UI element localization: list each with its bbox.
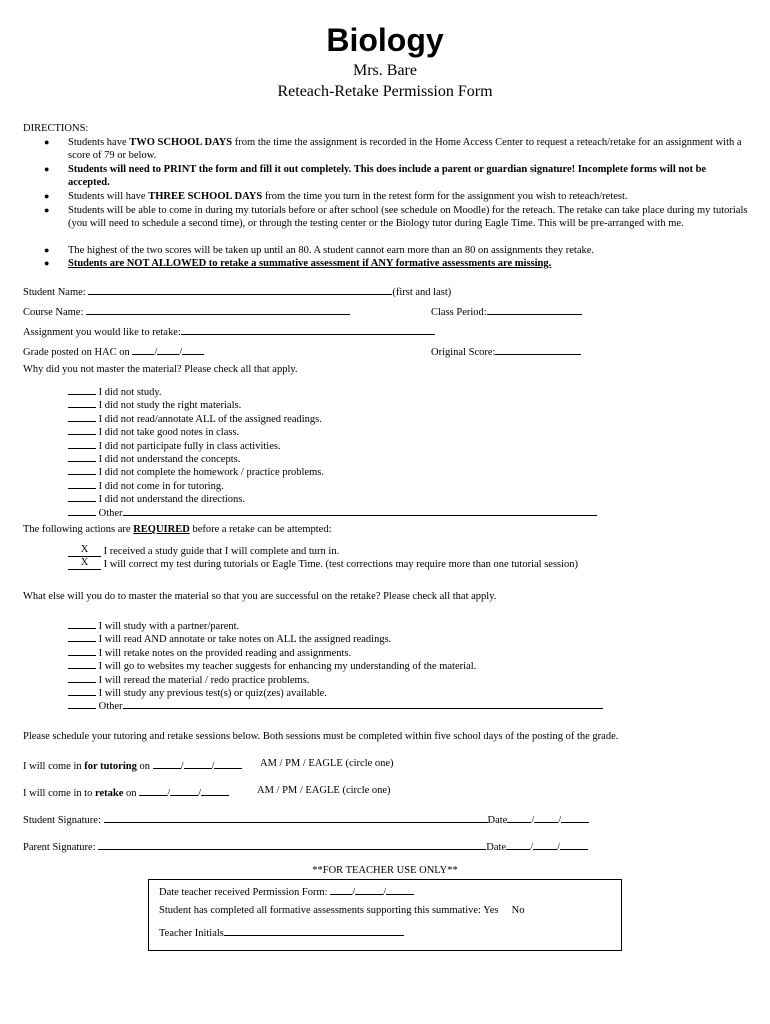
retake-time-choice[interactable]: AM / PM / EAGLE (circle one) [257, 785, 391, 796]
student-signature-field[interactable]: Student Signature: Date / / [23, 812, 589, 826]
check-blank[interactable] [68, 384, 96, 395]
direction-item-4: Students will be able to come in during my tutorials before or after school (see schedule on Moodle) for the reteach. The retake can take place during my tutorials (you will need to schedule a second time), or through the testing center or the Biology tutor during Eagle Time. This will be pre-arranged with me. [68, 205, 748, 230]
check-blank[interactable] [68, 645, 96, 656]
checklist-option[interactable] [68, 698, 603, 712]
check-blank[interactable] [68, 672, 96, 683]
course-name-field[interactable]: Course Name: [23, 304, 350, 318]
bullet-icon: ● [44, 191, 50, 201]
check-blank[interactable] [68, 397, 96, 408]
checklist-option[interactable] [68, 618, 239, 632]
option-label: I will reread the material / redo practice problems. [98, 674, 310, 686]
bullet-icon: ● [44, 137, 50, 147]
teacher-name: Mrs. Bare [353, 62, 417, 79]
parent-signature-field[interactable]: Parent Signature: Date / / [23, 839, 588, 853]
checklist-option[interactable] [68, 397, 241, 411]
bullet-icon: ● [44, 245, 50, 255]
checklist-option[interactable] [68, 478, 224, 492]
option-label: I did not complete the homework / practice problems. [98, 467, 325, 479]
required-item[interactable]: X I received a study guide that I will complete and turn in. [68, 544, 339, 557]
checklist-option[interactable] [68, 411, 322, 425]
checklist-option[interactable] [68, 451, 240, 465]
grade-posted-field[interactable]: Grade posted on HAC on / / [23, 344, 204, 358]
checklist-option[interactable] [68, 631, 391, 645]
option-label: I did not come in for tutoring. [98, 480, 224, 492]
other-input[interactable] [123, 505, 597, 516]
checklist-option[interactable] [68, 424, 239, 438]
why-question: Why did you not master the material? Please check all that apply. [23, 364, 298, 375]
retake-date-field[interactable]: I will come in to retake on / / [23, 785, 229, 799]
checklist-option[interactable] [68, 464, 324, 478]
schedule-instructions: Please schedule your tutoring and retake sessions below. Both sessions must be completed within five school days of the posting of the grade. [23, 731, 619, 742]
option-label: I did not study the right materials. [98, 400, 242, 412]
no-option[interactable]: No [511, 905, 525, 916]
option-label: I did not participate fully in class activities. [98, 440, 281, 452]
tutoring-time-choice[interactable]: AM / PM / EAGLE (circle one) [260, 758, 394, 769]
original-score-field[interactable]: Original Score: [431, 344, 581, 358]
direction-item-2: Students will need to PRINT the form and fill it out completely. This does include a parent or guardian signature! Incomplete forms will not be accepted. [68, 164, 707, 189]
option-label: I will read AND annotate or take notes on ALL the assigned readings. [98, 634, 392, 646]
option-label: Other [98, 507, 123, 519]
required-item[interactable]: X I will correct my test during tutorials or Eagle Time. (test corrections may require more than one tutorial session) [68, 557, 578, 570]
check-blank[interactable] [68, 698, 96, 709]
option-label: I will study any previous test(s) or quiz(zes) available. [98, 688, 327, 699]
check-blank[interactable] [68, 631, 96, 642]
master-question: What else will you do to master the material so that you are successful on the retake? Please check all that apply. [23, 591, 497, 602]
received-date-field[interactable]: Date teacher received Permission Form: / / [159, 884, 414, 898]
teacher-use-box [148, 879, 622, 951]
required-heading: The following actions are REQUIRED before a retake can be attempted: [23, 524, 332, 535]
check-blank[interactable] [68, 478, 96, 489]
checklist-option[interactable] [68, 505, 597, 519]
other-input[interactable] [123, 698, 603, 709]
bullet-icon: ● [44, 258, 50, 268]
check-blank[interactable] [68, 505, 96, 516]
checklist-option[interactable] [68, 658, 476, 672]
check-blank[interactable] [68, 658, 96, 669]
option-label: I did not understand the directions. [98, 494, 246, 506]
teacher-initials-field[interactable]: Teacher Initials [159, 925, 404, 939]
option-label: I did not understand the concepts. [98, 454, 241, 465]
form-title: Reteach-Retake Permission Form [277, 83, 493, 100]
option-label: I will go to websites my teacher suggests for enhancing my understanding of the material. [98, 661, 477, 673]
student-name-field[interactable]: Student Name: (first and last) [23, 284, 451, 298]
direction-item-3: Students will have THREE SCHOOL DAYS from the time you turn in the retest form for the assignment you wish to reteach/retest. [68, 191, 628, 202]
formative-complete-field: Student has completed all formative assessments supporting this summative: Yes No [159, 905, 525, 916]
checklist-option[interactable] [68, 491, 245, 505]
option-label: I will study with a partner/parent. [98, 621, 240, 632]
direction-item-6: Students are NOT ALLOWED to retake a summative assessment if ANY formative assessments are missing. [68, 258, 552, 269]
check-blank[interactable] [68, 491, 96, 502]
option-label: I did not read/annotate ALL of the assigned readings. [98, 413, 322, 425]
checklist-option[interactable] [68, 645, 351, 659]
checklist-option[interactable] [68, 672, 309, 686]
teacher-use-heading: **FOR TEACHER USE ONLY** [312, 865, 458, 876]
check-blank[interactable] [68, 411, 96, 422]
yes-option[interactable]: Yes [483, 905, 499, 916]
tutoring-date-field[interactable]: I will come in for tutoring on / / [23, 758, 242, 772]
page-title: Biology [326, 22, 444, 58]
option-label: I did not take good notes in class. [98, 427, 240, 439]
check-blank[interactable] [68, 464, 96, 475]
direction-item-5: The highest of the two scores will be taken up until an 80. A student cannot earn more than an 80 on assignments they retake. [68, 245, 595, 256]
option-label: Other [98, 701, 123, 713]
check-blank[interactable] [68, 451, 96, 462]
checklist-option[interactable] [68, 685, 327, 699]
option-label: I did not study. [98, 387, 162, 398]
checklist-option[interactable] [68, 438, 281, 452]
check-blank[interactable] [68, 424, 96, 435]
bullet-icon: ● [44, 164, 50, 174]
option-label: I will retake notes on the provided reading and assignments. [98, 647, 352, 659]
direction-item-1: Students have TWO SCHOOL DAYS from the time the assignment is recorded in the Home Access Center to request a reteach/retake for an assignment with a score of 79 or below. [68, 137, 742, 162]
bullet-icon: ● [44, 205, 50, 215]
check-blank[interactable] [68, 438, 96, 449]
class-period-field[interactable]: Class Period: [431, 304, 582, 318]
checklist-option[interactable] [68, 384, 162, 398]
assignment-field[interactable]: Assignment you would like to retake: [23, 324, 435, 338]
check-blank[interactable] [68, 685, 96, 696]
check-blank[interactable] [68, 618, 96, 629]
directions-label: DIRECTIONS: [23, 123, 89, 134]
